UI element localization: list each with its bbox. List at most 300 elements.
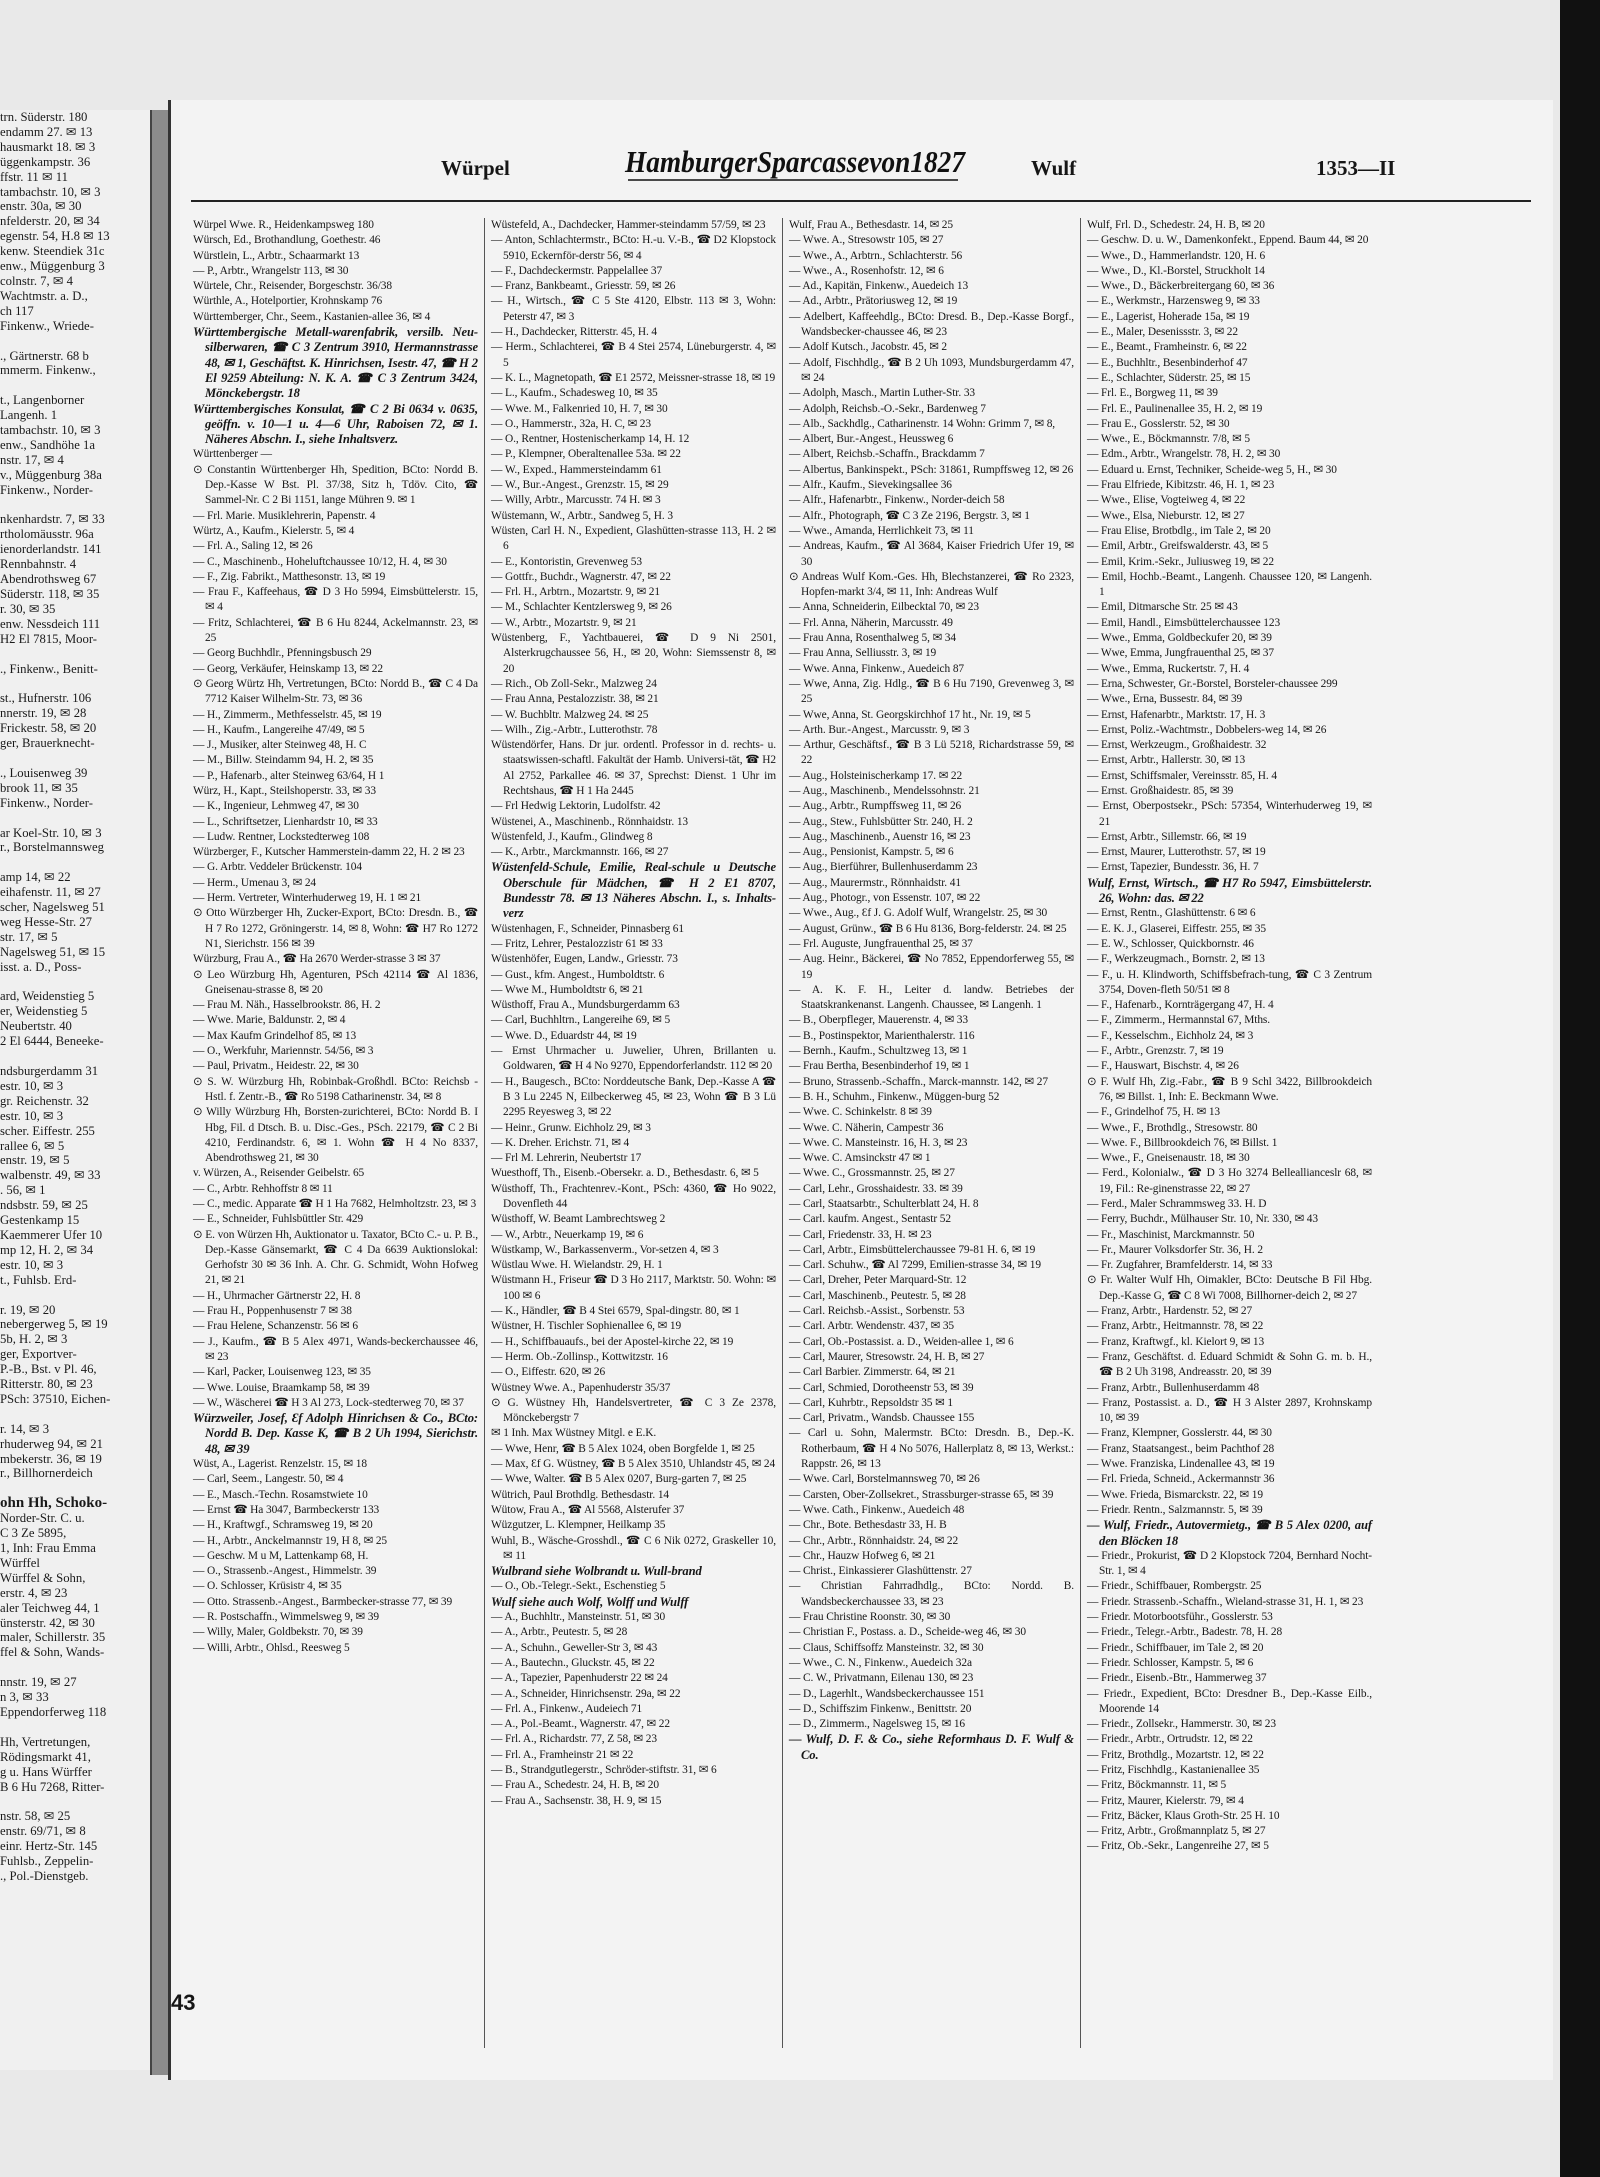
directory-entry: — Carl. kaufm. Angest., Sentastr 52 <box>789 1213 951 1226</box>
directory-entry: — Frau M. Näh., Hasselbrookstr. 86, H. 2 <box>193 999 381 1012</box>
directory-entry: — Frau F., Kaffeehaus, ☎ D 3 Ho 5994, Eimsbüttelerstr. 15, ✉ 4 <box>193 586 478 614</box>
directory-entry: — M., Schlachter Kentzlersweg 9, ✉ 26 <box>491 601 672 614</box>
directory-entry: — Adelbert, Kaffeehdlg., BCto: Dresd. B., Dep.-Kasse Borgf., Wandsbecker-chaussee 46, ✉ 23 <box>789 310 1074 339</box>
directory-entry: — Heinr., Grunw. Eichholz 29, ✉ 3 <box>491 1121 651 1134</box>
left-page-line: 5b, H. 2, ✉ 3 <box>0 1332 68 1347</box>
directory-entry: — Chr., Bote. Bethesdastr 33, H. B <box>789 1519 947 1532</box>
left-page-line <box>0 498 150 513</box>
column-divider <box>782 218 783 2048</box>
directory-entry: — Carl. Arbtr. Wendenstr. 437, ✉ 35 <box>789 1320 955 1333</box>
left-page-line: v., Müggenburg 38a <box>0 467 102 482</box>
directory-entry: — Georg, Verkäufer, Heinskamp 13, ✉ 22 <box>193 662 383 675</box>
directory-entry: Wuhl, B., Wäsche-Grosshdl., ☎ C 6 Nik 0272, Graskeller 10, ✉ 11 <box>491 1534 776 1562</box>
directory-entry: — Willi, Arbtr., Ohlsd., Reesweg 5 <box>193 1641 350 1654</box>
directory-entry: — M., Billw. Steindamm 94, H. 2, ✉ 35 <box>193 754 374 767</box>
directory-entry: — Franz, Bankbeamt., Griesstr. 59, ✉ 26 <box>491 280 676 293</box>
directory-entry: Wüstenfeld, J., Kaufm., Glindweg 8 <box>491 830 653 843</box>
directory-entry: — B., Postinspektor, Marienthalerstr. 116 <box>789 1029 975 1042</box>
left-page-line: nebergerweg 5, ✉ 19 <box>0 1317 108 1332</box>
directory-entry: — Adolph, Masch., Martin Luther-Str. 33 <box>789 387 976 400</box>
directory-entry: — Friedr., Expedient, BCto: Dresdner B., Dep.-Kasse Eilb., Moorende 14 <box>1087 1687 1372 1715</box>
directory-entry: — H., Arbtr., Anckelmannstr 19, H 8, ✉ 25 <box>193 1534 388 1547</box>
directory-entry: — Frl M. Lehrerin, Neubertstr 17 <box>491 1152 642 1165</box>
directory-entry: — Franz, Arbtr., Bullenhuserdamm 48 <box>1087 1381 1260 1394</box>
directory-entry: Wüstmann H., Friseur ☎ D 3 Ho 2117, Marktstr. 50. Wohn: ✉ 100 ✉ 6 <box>491 1274 776 1302</box>
directory-entry: — L., Kaufm., Schadesweg 10, ✉ 35 <box>491 387 658 400</box>
left-page-line: r., Borstelmannsweg <box>0 840 104 855</box>
directory-entry: — Wwe., Emma, Goldbeckufer 20, ✉ 39 <box>1087 632 1272 645</box>
directory-entry: — Aug., Photogr., von Essenstr. 107, ✉ 22 <box>789 892 981 905</box>
directory-entry: — Ad., Arbtr., Prätoriusweg 12, ✉ 19 <box>789 295 958 308</box>
left-page-line: eihafenstr. 11, ✉ 27 <box>0 885 101 900</box>
directory-entry: — Emil, Ditmarsche Str. 25 ✉ 43 <box>1087 601 1238 614</box>
directory-entry: — W. Buchbltr. Malzweg 24. ✉ 25 <box>491 708 649 721</box>
directory-entry: — Wwe., D., Kl.-Borstel, Struckholt 14 <box>1087 264 1265 277</box>
directory-entry: — Frl. H., Arbtrn., Mozartstr. 9, ✉ 21 <box>491 586 660 599</box>
left-page-line: weg Hesse-Str. 27 <box>0 914 92 929</box>
directory-entry: — Wwe., A., Arbtrn., Schlachterstr. 56 <box>789 249 963 262</box>
directory-entry: — W., Arbtr., Neuerkamp 19, ✉ 6 <box>491 1228 644 1241</box>
left-page-line: ., Finkenw., Benitt- <box>0 661 98 676</box>
directory-entry: — Carl, Lehr., Grosshaidestr. 33. ✉ 39 <box>789 1182 963 1195</box>
directory-entry: — Geschw. M u M, Lattenkamp 68, H. <box>193 1549 369 1562</box>
left-page-line: Würffel <box>0 1555 40 1570</box>
directory-entry: — K. L., Magnetopath, ☎ E1 2572, Meissner-strasse 18, ✉ 19 <box>491 371 776 384</box>
directory-entry: — Wwe., Emma, Ruckertstr. 7, H. 4 <box>1087 662 1250 675</box>
directory-entry: — O., Werkfuhr, Mariennstr. 54/56, ✉ 3 <box>193 1045 374 1058</box>
directory-entry: — K., Händler, ☎ B 4 Stei 6579, Spal-dingstr. 80, ✉ 1 <box>491 1305 740 1318</box>
left-page-line: C 3 Ze 5895, <box>0 1526 67 1541</box>
directory-entry: — P., Hafenarb., alter Steinweg 63/64, H 1 <box>193 769 385 782</box>
directory-entry: — Aug., Pensionist, Kampstr. 5, ✉ 6 <box>789 846 954 859</box>
left-page-line: enstr. 30a, ✉ 30 <box>0 199 82 214</box>
left-page-line <box>0 1407 150 1422</box>
left-page-line: ndsbstr. 59, ✉ 25 <box>0 1198 88 1213</box>
left-page-line: ard, Weidenstieg 5 <box>0 989 95 1004</box>
directory-entry: — B., Strandgutlegerstr., Schröder-stiftstr. 31, ✉ 6 <box>491 1763 717 1776</box>
directory-entry: Württenberger — <box>193 448 272 461</box>
left-page-line <box>0 751 150 766</box>
directory-entry: ⊙ S. W. Würzburg Hh, Robinbak-Großhdl. BCto: Reichsb -Hstl. f. Zentr.-B., ☎ Ro 5198 Catharinenstr. 34, ✉ 8 <box>193 1075 478 1103</box>
left-page-line: Neubertstr. 40 <box>0 1019 72 1034</box>
directory-entry: — Emil, Krim.-Sekr., Juliusweg 19, ✉ 22 <box>1087 555 1274 568</box>
left-page-line: ffstr. 11 ✉ 11 <box>0 169 68 184</box>
left-page-line: Wachtmstr. a. D., <box>0 288 88 303</box>
directory-entry: — H., Schiffbauaufs., bei der Apostel-kirche 22, ✉ 19 <box>491 1335 734 1348</box>
directory-entry: — Eduard u. Ernst, Techniker, Scheide-weg 5, H., ✉ 30 <box>1087 463 1337 476</box>
directory-entry: — E., Schneider, Fuhlsbüttler Str. 429 <box>193 1213 364 1226</box>
left-page-line: egenstr. 54, H.8 ✉ 13 <box>0 229 110 244</box>
directory-entry: — Franz, Arbtr., Heitmannstr. 78, ✉ 22 <box>1087 1320 1264 1333</box>
left-page-line: kenw. Steendiek 31c <box>0 244 105 259</box>
left-page-line: nstr. 17, ✉ 4 <box>0 452 64 467</box>
directory-entry: — Franz, Staatsangest., beim Pachthof 28 <box>1087 1442 1275 1455</box>
directory-entry: — H., Baugesch., BCto: Norddeutsche Bank, Dep.-Kasse A ☎ B 3 Lu 2245 N, Eilbeckerweg 45, ✉ 23, Wohn ☎ B 3 Lü 2295 Reyesweg 3, ✉ 22 <box>491 1075 776 1119</box>
directory-entry: Wulf, Frl. D., Schedestr. 24, H. B, ✉ 20 <box>1087 219 1265 231</box>
directory-entry: — Carl, Maurer, Stresowstr. 24, H. B, ✉ 27 <box>789 1350 985 1363</box>
left-page-line: trn. Süderstr. 180 <box>0 110 88 124</box>
directory-entry: — Wwe. Anna, Finkenw., Auedeich 87 <box>789 662 965 675</box>
left-page-line: ndsburgerdamm 31 <box>0 1064 99 1078</box>
directory-entry: Wüstney Wwe. A., Papenhuderstr 35/37 <box>491 1381 671 1394</box>
left-page-line: nstr. 58, ✉ 25 <box>0 1809 71 1824</box>
directory-entry: — Frau Christine Roonstr. 30, ✉ 30 <box>789 1611 951 1624</box>
directory-entry: — C., Arbtr. Rehhoffstr 8 ✉ 11 <box>193 1182 333 1195</box>
directory-entry: — Aug., Stew., Fuhlsbütter Str. 240, H. 2 <box>789 815 973 828</box>
directory-entry: — Wwe. Carl, Borstelmannsweg 70, ✉ 26 <box>789 1473 980 1486</box>
directory-entry: — Frau Bertha, Besenbinderhof 19, ✉ 1 <box>789 1060 970 1073</box>
directory-entry: — Wwe., Erna, Bussestr. 84, ✉ 39 <box>1087 693 1243 706</box>
directory-entry: — Ernst, Tapezier, Bundesstr. 36, H. 7 <box>1087 861 1259 874</box>
directory-entry: — Ernst, Oberpostsekr., PSch: 57354, Winterhuderweg 19, ✉ 21 <box>1087 800 1372 828</box>
directory-entry: — Frl. Auguste, Jungfrauenthal 25, ✉ 37 <box>789 937 973 950</box>
directory-entry: — Wwe., Aug., Ɛf J. G. Adolf Wulf, Wrangelstr. 25, ✉ 30 <box>789 907 1048 920</box>
directory-entry: — Wwe. C., Grossmannstr. 25, ✉ 27 <box>789 1167 955 1180</box>
directory-entry: — Fr. Zugfahrer, Bramfelderstr. 14, ✉ 33 <box>1087 1259 1273 1272</box>
directory-entry: — Franz, Arbtr., Hardenstr. 52, ✉ 27 <box>1087 1305 1253 1318</box>
directory-entry: Würsch, Ed., Brothandlung, Goethestr. 46 <box>193 234 381 247</box>
left-page-line: tambachstr. 10, ✉ 3 <box>0 184 101 199</box>
directory-entry: — Fritz, Böckmannstr. 11, ✉ 5 <box>1087 1779 1227 1792</box>
directory-entry: — Ferry, Buchdr., Mülhauser Str. 10, Nr. 330, ✉ 43 <box>1087 1213 1318 1226</box>
directory-entry: — Wwe., D., Bäckerbreitergang 60, ✉ 36 <box>1087 280 1275 293</box>
directory-entry: Wulbrand siehe Wolbrandt u. Wull-brand <box>491 1564 702 1579</box>
directory-entry: — Fr., Maurer Volksdorfer Str. 36, H. 2 <box>1087 1243 1264 1256</box>
directory-entry: — Friedr. Motorbootsführ., Gosslerstr. 53 <box>1087 1611 1273 1624</box>
directory-entry: ⊙ Fr. Walter Wulf Hh, Oimakler, BCto: Deutsche B Fil Hbg. Dep.-Kasse G, ☎ C 8 Wi 7008, Billhorner-deich 2, ✉ 27 <box>1087 1274 1372 1302</box>
column-divider <box>1080 218 1081 2048</box>
left-page-line <box>0 676 150 691</box>
directory-entry: — Friedr., Schiffbauer, Rombergstr. 25 <box>1087 1580 1262 1593</box>
left-page-line: colnstr. 7, ✉ 4 <box>0 273 74 288</box>
left-page-line: Frickestr. 58, ✉ 20 <box>0 721 97 736</box>
footer-page-number: 43 <box>171 1990 196 2015</box>
directory-entry: — Wwe. Marie, Baldunstr. 2, ✉ 4 <box>193 1014 346 1027</box>
directory-entry: — Wwe. Frieda, Bismarckstr. 22, ✉ 19 <box>1087 1488 1263 1501</box>
left-page-line <box>0 334 150 349</box>
directory-entry: — F., Grindelhof 75, H. ✉ 13 <box>1087 1106 1221 1119</box>
directory-entry: — Friedr., Eisenb.-Btr., Hammerweg 37 <box>1087 1672 1267 1685</box>
directory-entry: — Carl, Friedenstr. 33, H. ✉ 23 <box>789 1228 932 1241</box>
directory-entry: Wüstefeld, A., Dachdecker, Hammer-steindamm 57/59, ✉ 23 <box>491 219 766 231</box>
left-page-line: hausmarkt 18. ✉ 3 <box>0 139 96 154</box>
left-page-line <box>0 1794 150 1809</box>
directory-entry: — Carl, Dreher, Peter Marquard-Str. 12 <box>789 1274 967 1287</box>
header-page-number: 1353—II <box>1316 156 1396 180</box>
directory-entry: — Erna, Schwester, Gr.-Borstel, Borsteler-chaussee 299 <box>1087 677 1338 690</box>
directory-entry: Würzburg, Frau A., ☎ Ha 2670 Werder-strasse 3 ✉ 37 <box>193 953 441 966</box>
directory-entry: — Ernst, Arbtr., Hallerstr. 30, ✉ 13 <box>1087 754 1246 767</box>
book-gutter <box>150 110 170 2075</box>
left-page-line <box>0 1660 150 1675</box>
directory-entry: — Carl, Schmied, Dorotheenstr 53, ✉ 39 <box>789 1381 974 1394</box>
directory-entry: — Franz, Kraftwgf., kl. Kielort 9, ✉ 13 <box>1087 1335 1265 1348</box>
directory-entry: — Wwe. A., Stresowstr 105, ✉ 27 <box>789 234 944 247</box>
directory-entry: — Wwe, Anna, St. Georgskirchhof 17 ht., Nr. 19, ✉ 5 <box>789 708 1031 721</box>
left-page-line: r. 14, ✉ 3 <box>0 1421 50 1436</box>
left-page-line: PSch: 37510, Eichen- <box>0 1391 111 1406</box>
directory-entry: — Friedr. Schlosser, Kampstr. 5, ✉ 6 <box>1087 1656 1254 1669</box>
left-page-line: estr. 10, ✉ 3 <box>0 1257 64 1272</box>
directory-entry: — Christ., Einkassierer Glashüttenstr. 27 <box>789 1565 972 1578</box>
directory-entry: ⊙ G. Wüstney Hh, Handelsvertreter, ☎ C 3 Ze 2378, Mönckebergstr 7 <box>491 1396 776 1425</box>
directory-entry: ✉ 1 Inh. Max Wüstney Mitgl. e E.K. <box>491 1427 657 1440</box>
directory-entry: — Ernst ☎ Ha 3047, Barmbeckerstr 133 <box>193 1503 380 1516</box>
directory-entry: — A., Schneider, Hinrichsenstr. 29a, ✉ 22 <box>491 1687 681 1700</box>
left-page-line: t., Langenborner <box>0 393 85 408</box>
header-rule <box>191 200 1531 202</box>
left-page-line: mbekerstr. 36, ✉ 19 <box>0 1451 102 1466</box>
header-first-keyword: Würpel <box>441 156 510 180</box>
directory-entry: — Ernst, Schiffsmaler, Vereinsstr. 85, H. 4 <box>1087 769 1278 782</box>
directory-entry: — W., Arbtr., Mozartstr. 9, ✉ 21 <box>491 616 637 629</box>
directory-entry: — Albert, Bur.-Angest., Heussweg 6 <box>789 433 954 446</box>
directory-entry: — Ernst, Maurer, Lutterothstr. 57, ✉ 19 <box>1087 846 1266 859</box>
directory-entry: — Frau Anna, Selliusstr. 3, ✉ 19 <box>789 647 937 660</box>
directory-entry: — Wwe. C. Mansteinstr. 16, H. 3, ✉ 23 <box>789 1136 968 1149</box>
directory-entry: — Edm., Arbtr., Wrangelstr. 78, H. 2, ✉ 30 <box>1087 448 1281 461</box>
directory-entry: — B., Oberpfleger, Mauerenstr. 4, ✉ 33 <box>789 1014 968 1027</box>
header-last-keyword: Wulf <box>1031 156 1077 180</box>
directory-entry: — Carl, Buchhltrn., Langereihe 69, ✉ 5 <box>491 1014 671 1027</box>
left-page-line <box>0 647 150 662</box>
directory-entry: — Alfr., Photograph, ☎ C 3 Ze 2196, Bergstr. 3, ✉ 1 <box>789 509 1030 522</box>
directory-entry: — Wwe. C. Amsinckstr 47 ✉ 1 <box>789 1152 931 1165</box>
directory-entry: — Frl. A., Finkenw., Audeiech 71 <box>491 1702 643 1715</box>
directory-entry: — Frl. A., Richardstr. 77, Z 58, ✉ 23 <box>491 1733 657 1746</box>
sparkasse-logo <box>623 136 968 184</box>
directory-entry: — Anton, Schlachtermstr., BCto: H.-u. V.-B., ☎ D2 Klopstock 5910, Eckernför-derstr 56, ✉ 4 <box>491 234 776 262</box>
directory-entry: — Wwe. C. Schinkelstr. 8 ✉ 39 <box>789 1106 932 1119</box>
directory-entry: — D., Zimmerm., Nagelsweg 15, ✉ 16 <box>789 1718 966 1731</box>
directory-entry: — Emil, Arbtr., Greifswalderstr. 43, ✉ 5 <box>1087 540 1269 553</box>
directory-entry: — Wwe., Elise, Vogteiweg 4, ✉ 22 <box>1087 494 1246 507</box>
directory-entry: — Friedr., Arbtr., Ortrudstr. 12, ✉ 22 <box>1087 1733 1253 1746</box>
directory-entry: — Wwe., D., Hammerlandstr. 120, H. 6 <box>1087 249 1266 262</box>
left-page-line: ger, Brauerknecht- <box>0 736 95 751</box>
left-page-line: st., Hufnerstr. 106 <box>0 691 92 706</box>
scan-edge <box>1560 0 1600 2177</box>
directory-entry: — Frau E., Gosslerstr. 52, ✉ 30 <box>1087 417 1230 430</box>
directory-entry: — Aug., Maschinenb., Auenstr 16, ✉ 23 <box>789 830 971 843</box>
directory-entry: — Arth. Bur.-Angest., Marcusstr. 9, ✉ 3 <box>789 723 970 736</box>
directory-entry: — Arthur, Geschäftsf., ☎ B 3 Lü 5218, Richardstrasse 59, ✉ 22 <box>789 739 1074 767</box>
directory-entry: — O., Rentner, Hostenischerkamp 14, H. 12 <box>491 433 690 446</box>
directory-entry: Württembergische Metall-warenfabrik, versilb. Neu-silberwaren, ☎ C 3 Zentrum 3910, Hermannstrasse 48, ✉ 1, Geschäftst. K. Hinrichsen, Isestr. 47, ☎ H 2 El 9259 Abteilung: N. K. A. ☎ C 3 Zentrum 3424, Mönckebergstr. 18 <box>193 325 478 401</box>
directory-entry: — Wwe. Louise, Braamkamp 58, ✉ 39 <box>193 1381 370 1394</box>
directory-entry: — W., Exped., Hammersteindamm 61 <box>491 463 662 476</box>
directory-entry: — D., Schiffszim Finkenw., Benittstr. 20 <box>789 1702 972 1715</box>
directory-entry: — E., Lagerist, Hoherade 15a, ✉ 19 <box>1087 310 1250 323</box>
left-page-line: einr. Hertz-Str. 145 <box>0 1839 98 1854</box>
directory-entry: — Aug., Arbtr., Rumpffsweg 11, ✉ 26 <box>789 800 962 813</box>
directory-entry: — A. K. F. H., Leiter d. landw. Betriebes der Staatskrankenanst. Langenh. Chaussee, ✉ Langenh. 1 <box>789 983 1074 1012</box>
left-page-line: r. 30, ✉ 35 <box>0 601 56 616</box>
left-page-line: enstr. 19, ✉ 5 <box>0 1153 70 1168</box>
directory-entry: — Bernh., Kaufm., Schultzweg 13, ✉ 1 <box>789 1045 968 1058</box>
directory-entry: — Wwe. D., Eduardstr 44, ✉ 19 <box>491 1029 637 1042</box>
directory-entry: — August, Grünw., ☎ B 6 Hu 8136, Borg-felderstr. 24. ✉ 25 <box>789 922 1067 935</box>
left-page-line: üggenkampstr. 36 <box>0 154 91 169</box>
directory-entry: — W., Wäscherei ☎ H 3 Al 273, Lock-stedterweg 70, ✉ 37 <box>193 1396 464 1409</box>
directory-entry: — Anna, Schneiderin, Eilbecktal 70, ✉ 23 <box>789 601 979 614</box>
directory-entry: — Carl, Privatm., Wandsb. Chaussee 155 <box>789 1412 975 1425</box>
left-page-line: isst. a. D., Poss- <box>0 959 82 974</box>
directory-entry: — Aug., Maurermstr., Rönnhaidstr. 41 <box>789 876 961 889</box>
directory-entry: — E. W., Schlosser, Quickbornstr. 46 <box>1087 937 1254 950</box>
directory-entry: — Frau Anna, Rosenthalweg 5, ✉ 34 <box>789 632 956 645</box>
left-page-line: scher, Nagelsweg 51 <box>0 900 105 915</box>
directory-entry: — O., Hammerstr., 32a, H. C, ✉ 23 <box>491 417 652 430</box>
left-page-line: Würffel & Sohn, <box>0 1570 86 1585</box>
adjacent-page-fragment <box>0 110 150 2070</box>
left-page-line <box>0 1720 150 1735</box>
directory-entry: — Carl, Arbtr., Eimsbüttelerchaussee 79-81 H. 6, ✉ 19 <box>789 1243 1036 1256</box>
directory-entry: — Geschw. D. u. W., Damenkonfekt., Eppend. Baum 44, ✉ 20 <box>1087 234 1369 247</box>
left-page-line: Abendrothsweg 67 <box>0 572 97 587</box>
left-page-line: ., Pol.-Dienstgeb. <box>0 1868 89 1883</box>
directory-entry: — Friedr., Zollsekr., Hammerstr. 30, ✉ 23 <box>1087 1718 1276 1731</box>
directory-entry: — O. Schlosser, Krüsistr 4, ✉ 35 <box>193 1580 342 1593</box>
left-page-line: 2 El 6444, Beneeke- <box>0 1034 104 1049</box>
directory-entry: Wüstlau Wwe. H. Wielandstr. 29, H. 1 <box>491 1259 663 1272</box>
directory-entry: — Wwe., F., Gneisenaustr. 18, ✉ 30 <box>1087 1152 1250 1165</box>
left-page-line: ar Koel-Str. 10, ✉ 3 <box>0 825 102 840</box>
directory-entry: Würz, H., Kapt., Steilshoperstr. 33, ✉ 33 <box>193 784 376 797</box>
left-page-line: enw. Nessdeich 111 <box>0 616 101 631</box>
directory-entry: — Christian Fahrradhdlg., BCto: Nordd. B. Wandsbeckerchaussee 33, ✉ 23 <box>789 1580 1074 1608</box>
directory-entry: — Otto. Strassenb.-Angest., Barmbecker-strasse 77, ✉ 39 <box>193 1595 453 1608</box>
directory-entry: Wulf, Ernst, Wirtsch., ☎ H7 Ro 5947, Eimsbüttelerstr. 26, Wohn: das. ✉ 22 <box>1087 875 1372 906</box>
directory-entry: — Ernst, Hafenarbtr., Marktstr. 17, H. 3 <box>1087 708 1266 721</box>
directory-entry: — Carl Barbier. Zimmerstr. 64, ✉ 21 <box>789 1366 956 1379</box>
directory-entry: — Aug., Holsteinischerkamp 17. ✉ 22 <box>789 769 963 782</box>
directory-entry: — Aug., Maschinenb., Mendelssohnstr. 21 <box>789 784 980 797</box>
directory-page <box>168 100 1553 2080</box>
directory-entry: ⊙ Constantin Württenberger Hh, Spedition, BCto: Nordd B. Dep.-Kasse W Bst. Pl. 37/38, Sitz h, Tdöv. Cito, ☎ Sammel-Nr. C 2 Bi 1151, lange Mühren 9. ✉ 1 <box>193 463 478 507</box>
left-page-line: enw., Müggenburg 3 <box>0 259 105 274</box>
left-page-line: Fuhlsb., Zeppelin- <box>0 1854 94 1869</box>
directory-entry: — Christian F., Postass. a. D., Scheide-weg 46, ✉ 30 <box>789 1626 1026 1639</box>
directory-entry: — E., Buchhltr., Besenbinderhof 47 <box>1087 356 1248 369</box>
left-page-line: r. 19, ✉ 20 <box>0 1302 56 1317</box>
directory-entry: — W., Bur.-Angest., Grenzstr. 15, ✉ 29 <box>491 479 669 492</box>
directory-entry: — F., Kesselschm., Eichholz 24, ✉ 3 <box>1087 1029 1254 1042</box>
directory-entry: — Albert, Reichsb.-Schaffn., Brackdamm 7 <box>789 448 985 461</box>
left-page-line: str. 17, ✉ 5 <box>0 929 58 944</box>
directory-entry: Wüsten, Carl H. N., Expedient, Glashütten-strasse 113, H. 2 ✉ 6 <box>491 524 776 553</box>
directory-entry: Wüstner, H. Tischler Sophienallee 6, ✉ 19 <box>491 1320 682 1333</box>
directory-entry: — Friedr. Strassenb.-Schaffn., Wieland-strasse 31, H. 1, ✉ 23 <box>1087 1595 1364 1608</box>
directory-entry: — O., Eiffestr. 620, ✉ 26 <box>491 1366 606 1379</box>
left-page-line: Süderstr. 118, ✉ 35 <box>0 587 100 601</box>
left-page-line: t., Fuhlsb. Erd- <box>0 1272 77 1287</box>
directory-entry: — Ludw. Rentner, Lockstedterweg 108 <box>193 830 370 843</box>
left-page-line: mp 12, H. 2, ✉ 34 <box>0 1242 94 1257</box>
directory-entry: — Franz, Geschäftst. d. Eduard Schmidt & Sohn G. m. b. H., ☎ B 2 Uh 3198, Andreasstr. 20, ✉ 39 <box>1087 1350 1372 1379</box>
directory-entry: — H., Zimmerm., Methfesselstr. 45, ✉ 19 <box>193 708 382 721</box>
directory-column-4 <box>1087 218 1372 1855</box>
left-page-line: ., Louisenweg 39 <box>0 765 88 780</box>
directory-entry: — C., medic. Apparate ☎ H 1 Ha 7682, Helmholtzstr. 23, ✉ 3 <box>193 1198 477 1210</box>
directory-entry: — Emil, Hochb.-Beamt., Langenh. Chaussee 120, ✉ Langenh. 1 <box>1087 570 1372 599</box>
directory-entry: — Wwe, Henr, ☎ B 5 Alex 1024, oben Borgfelde 1, ✉ 25 <box>491 1442 755 1455</box>
left-page-line <box>0 855 150 870</box>
directory-entry: — Karl, Packer, Louisenweg 123, ✉ 35 <box>193 1366 371 1379</box>
directory-entry: — Gust., kfm. Angest., Humboldtstr. 6 <box>491 968 665 981</box>
left-page-line: B 6 Hu 7268, Ritter- <box>0 1779 105 1794</box>
left-page-line: nkenhardstr. 7, ✉ 33 <box>0 512 105 527</box>
left-page-line: rhuderweg 94, ✉ 21 <box>0 1436 103 1451</box>
left-page-line: Finkenw., Wriede- <box>0 318 94 333</box>
directory-entry: — H., Uhrmacher Gärtnerstr 22, H. 8 <box>193 1289 361 1302</box>
left-page-line: H2 El 7815, Moor- <box>0 631 98 646</box>
directory-entry: — Frl. A., Framheinstr 21 ✉ 22 <box>491 1748 634 1761</box>
left-page-line <box>0 975 150 990</box>
left-page-line: ch 117 <box>0 303 34 318</box>
directory-entry: — A., Schuhn., Geweller-Str 3, ✉ 43 <box>491 1641 658 1654</box>
column-divider <box>484 218 485 2048</box>
left-page-line: Ritterstr. 80, ✉ 23 <box>0 1377 93 1392</box>
directory-entry: — Ernst, Rentn., Glashüttenstr. 6 ✉ 6 <box>1087 907 1256 920</box>
directory-entry: — Frl. A., Saling 12, ✉ 26 <box>193 540 313 553</box>
directory-entry: — Franz, Klempner, Gosslerstr. 44, ✉ 30 <box>1087 1427 1272 1440</box>
directory-entry: — Rich., Ob Zoll-Sekr., Malzweg 24 <box>491 677 657 690</box>
left-page-line: ünsterstr. 42, ✉ 30 <box>0 1615 95 1630</box>
directory-entry: — Ferd., Kolonialw., ☎ D 3 Ho 3274 Belleallianceslr 68, ✉ 19, Fil.: Re-ginenstrasse 22, ✉ 27 <box>1087 1167 1372 1195</box>
directory-entry: — E., Beamt., Framheinstr. 6, ✉ 22 <box>1087 341 1247 354</box>
directory-entry: — Friedr. Rentn., Salzmannstr. 5, ✉ 39 <box>1087 1503 1263 1516</box>
directory-entry: Wulf siehe auch Wolf, Wolff und Wulff <box>491 1594 689 1609</box>
left-page-line: estr. 10, ✉ 3 <box>0 1108 64 1123</box>
directory-entry: — Gottfr., Buchdr., Wagnerstr. 47, ✉ 22 <box>491 570 671 583</box>
left-page-line: Gestenkamp 15 <box>0 1213 80 1228</box>
directory-entry: — F., Hafenarb., Kornträgergang 47, H. 4 <box>1087 999 1274 1012</box>
directory-entry: — Fritz, Fischhdlg., Kastanienallee 35 <box>1087 1763 1260 1776</box>
directory-entry: — F., Zig. Fabrikt., Matthesonstr. 13, ✉ 19 <box>193 570 386 583</box>
directory-entry: — O., Ob.-Telegr.-Sekt., Eschenstieg 5 <box>491 1580 666 1593</box>
directory-entry: — Adolf Kutsch., Jacobstr. 45, ✉ 2 <box>789 341 948 354</box>
left-page-line <box>0 1481 150 1496</box>
directory-entry: — Wilh., Zig.-Arbtr., Lutterothstr. 78 <box>491 723 658 736</box>
directory-entry: v. Würzen, A., Reisender Geibelstr. 65 <box>193 1167 365 1180</box>
directory-entry: — Max Kaufm Grindelhof 85, ✉ 13 <box>193 1029 357 1042</box>
directory-entry: — Fritz, Maurer, Kielerstr. 79, ✉ 4 <box>1087 1794 1244 1807</box>
left-page-line: n 3, ✉ 33 <box>0 1690 49 1705</box>
directory-entry: Würtz, A., Kaufm., Kielerstr. 5, ✉ 4 <box>193 524 355 537</box>
directory-entry: — Paul, Privatm., Heidestr. 22, ✉ 30 <box>193 1060 359 1073</box>
directory-entry: — Aug., Bierführer, Bullenhuserdamm 23 <box>789 861 978 874</box>
directory-entry: — E., Werkmstr., Harzensweg 9, ✉ 33 <box>1087 295 1260 308</box>
left-page-line: ger, Exportver- <box>0 1347 77 1362</box>
directory-entry: — Ad., Kapitän, Finkenw., Auedeich 13 <box>789 280 969 293</box>
directory-entry: — Chr., Hauzw Hofweg 6, ✉ 21 <box>789 1549 936 1562</box>
directory-entry: Würtele, Chr., Reisender, Borgeschstr. 36/38 <box>193 280 392 293</box>
left-page-line: Hh, Vertretungen, <box>0 1734 91 1749</box>
directory-entry: — Wwe. Franziska, Lindenallee 43, ✉ 19 <box>1087 1458 1275 1471</box>
left-page-line: walbenstr. 49, ✉ 33 <box>0 1168 101 1183</box>
directory-entry: — G. Arbtr. Veddeler Brückenstr. 104 <box>193 861 362 874</box>
directory-entry: — Ernst Uhrmacher u. Juwelier, Uhren, Brillanten u. Goldwaren, ☎ H 4 No 9270, Eppendorferlandstr. 112 ✉ 20 <box>491 1045 776 1073</box>
directory-entry: — C. W., Privatmann, Eilenau 130, ✉ 23 <box>789 1672 974 1685</box>
directory-entry: — L., Schriftsetzer, Lienhardstr 10, ✉ 33 <box>193 815 378 828</box>
directory-entry: — Albertus, Bankinspekt., PSch: 31861, Rumpffsweg 12, ✉ 26 <box>789 463 1074 476</box>
directory-entry: — Frau A., Sachsenstr. 38, H. 9, ✉ 15 <box>491 1794 662 1807</box>
directory-entry: — Willy, Maler, Goldbekstr. 70, ✉ 39 <box>193 1626 363 1639</box>
left-page-line: ffel & Sohn, Wands- <box>0 1645 105 1660</box>
directory-entry: — K. Dreher. Erichstr. 71, ✉ 4 <box>491 1136 630 1149</box>
svg-text:HamburgerSparcassevon1827: HamburgerSparcassevon1827 <box>624 144 967 179</box>
